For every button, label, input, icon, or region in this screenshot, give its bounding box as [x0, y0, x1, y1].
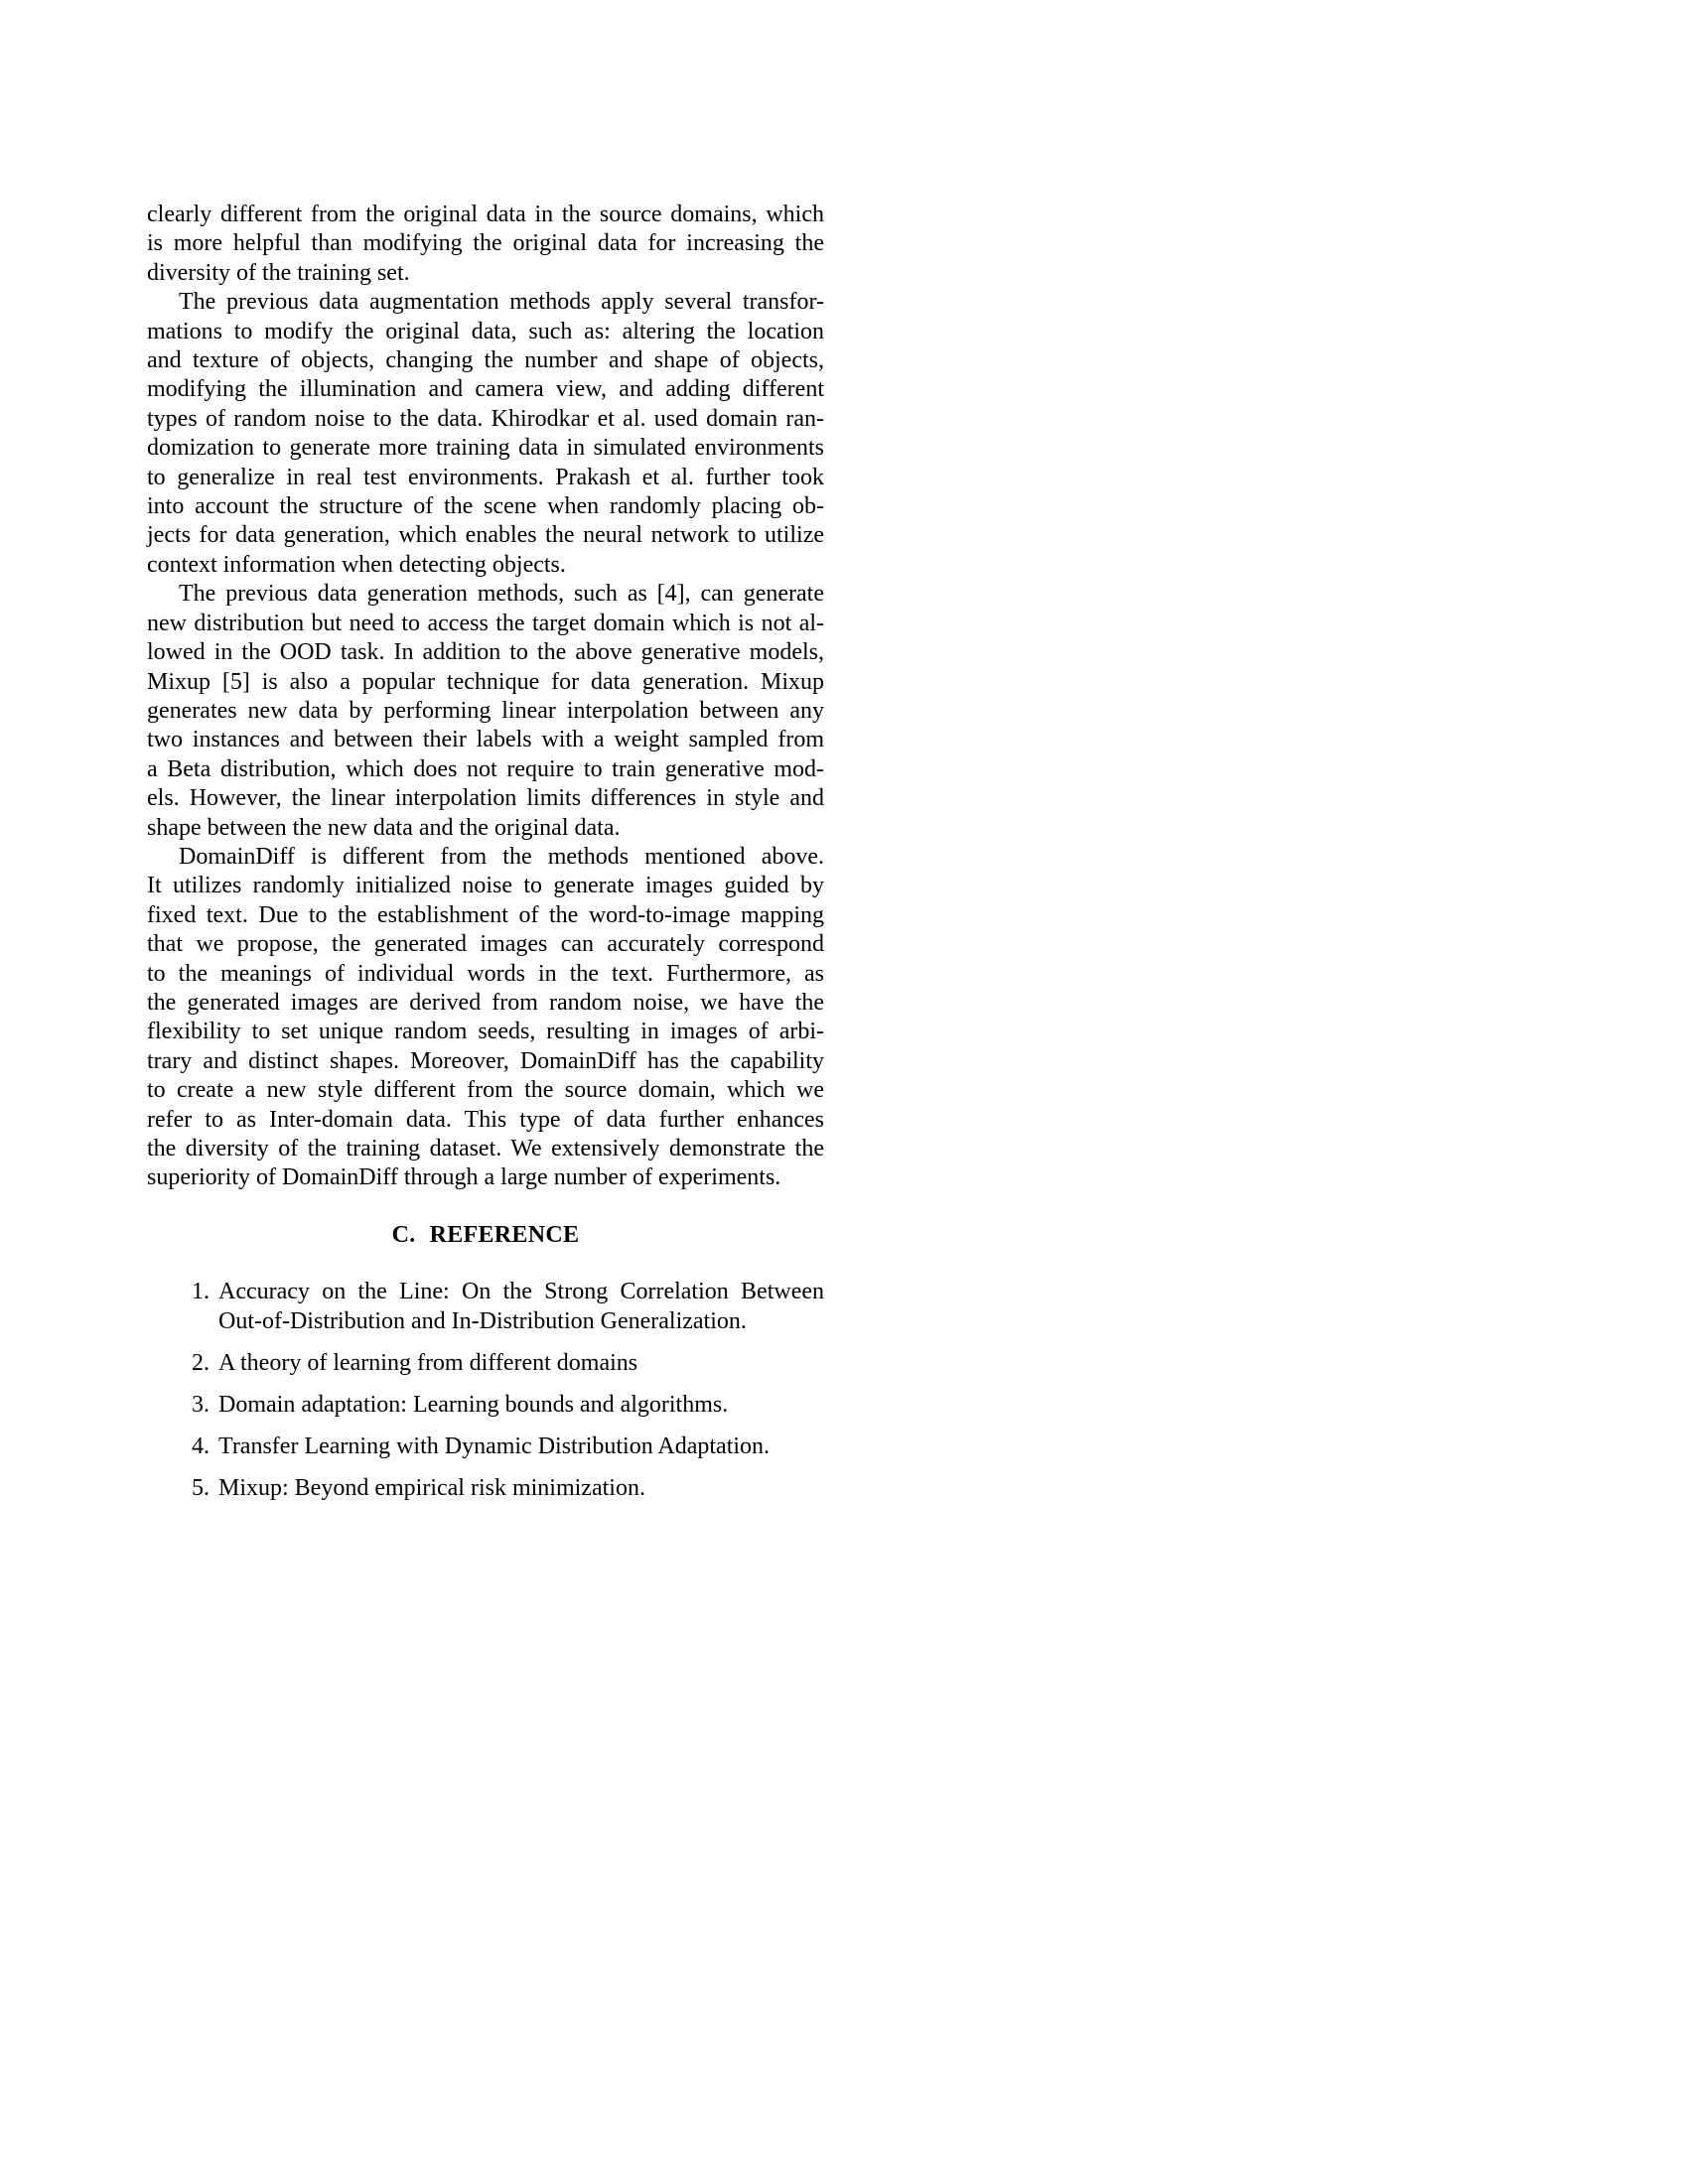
text-line: els. However, the linear interpolation limits differences in style and: [147, 785, 824, 812]
paragraph: [147, 288, 824, 580]
text-line: modifying the illumination and camera view, and adding different: [147, 376, 824, 403]
reference-text: [218, 1390, 824, 1420]
reference-line: Mixup: Beyond empirical risk minimization.: [218, 1475, 645, 1502]
reference-line: Accuracy on the Line: On the Strong Correlation Between: [218, 1279, 824, 1305]
text-line: clearly different from the original data in the source domains, which: [147, 202, 824, 227]
reference-text: [218, 1432, 824, 1461]
reference-number: 1.: [192, 1279, 210, 1305]
text-line: generates new data by performing linear interpolation between any: [147, 697, 824, 724]
text-line: to generalize in real test environments. Prakash et al. further took: [147, 464, 824, 490]
reference-text: [218, 1473, 824, 1503]
reference-number: 2.: [192, 1350, 210, 1377]
text-line: types of random noise to the data. Khirodkar et al. used domain ran-: [147, 405, 824, 432]
text-line: to create a new style different from the source domain, which we: [147, 1077, 824, 1104]
text-line: fixed text. Due to the establishment of the word-to-image mapping: [147, 901, 824, 928]
text-line: superiority of DomainDiff through a large number of experiments.: [147, 1164, 781, 1191]
text-line: refer to as Inter-domain data. This type of data further enhances: [147, 1106, 824, 1133]
reference-text: [218, 1277, 824, 1336]
text-line: the generated images are derived from random noise, we have the: [147, 989, 824, 1016]
reference-item: [192, 1473, 824, 1503]
section-heading-title: REFERENCE: [429, 1221, 580, 1248]
reference-line: Transfer Learning with Dynamic Distribution Adaptation.: [218, 1433, 771, 1460]
text-line: diversity of the training set.: [147, 259, 410, 286]
reference-number: 5.: [192, 1475, 210, 1502]
text-line: The previous data augmentation methods apply several transfor-: [179, 289, 824, 316]
text-line: a Beta distribution, which does not require to train generative mod-: [147, 755, 824, 782]
text-line: context information when detecting objects.: [147, 551, 566, 578]
paragraph: [147, 201, 824, 288]
reference-item: [192, 1390, 824, 1420]
reference-item: [192, 1432, 824, 1461]
text-line: that we propose, the generated images can accurately correspond: [147, 931, 824, 958]
text-line: the diversity of the training dataset. We extensively demonstrate the: [147, 1136, 824, 1161]
text-line: shape between the new data and the original data.: [147, 814, 621, 841]
text-line: is more helpful than modifying the original data for increasing the: [147, 230, 824, 257]
reference-item: [192, 1348, 824, 1378]
body-paragraphs: [147, 201, 824, 1193]
reference-line: Domain adaptation: Learning bounds and algorithms.: [218, 1392, 729, 1419]
text-line: Mixup [5] is also a popular technique for data generation. Mixup: [147, 668, 824, 695]
text-line: two instances and between their labels with a weight sampled from: [147, 727, 824, 753]
reference-number: 4.: [192, 1433, 210, 1460]
text-line: lowed in the OOD task. In addition to the above generative models,: [147, 639, 824, 666]
text-line: trary and distinct shapes. Moreover, DomainDiff has the capability: [147, 1047, 824, 1074]
reference-text: [218, 1348, 824, 1378]
text-column: [147, 201, 824, 1515]
text-line: into account the structure of the scene when randomly placing ob-: [147, 493, 824, 520]
text-line: new distribution but need to access the target domain which is not al-: [147, 610, 824, 636]
section-heading-label: C.: [391, 1221, 416, 1248]
text-line: domization to generate more training data in simulated environments: [147, 435, 824, 462]
reference-list: [147, 1277, 824, 1503]
text-line: jects for data generation, which enables the neural network to utilize: [147, 522, 824, 549]
paragraph: [147, 843, 824, 1193]
text-line: and texture of objects, changing the number and shape of objects,: [147, 347, 824, 374]
reference-line: A theory of learning from different domains: [218, 1350, 638, 1377]
text-line: The previous data generation methods, such as [4], can generate: [179, 581, 824, 608]
reference-line: Out-of-Distribution and In-Distribution Generalization.: [218, 1308, 747, 1335]
text-line: mations to modify the original data, such as: altering the location: [147, 318, 824, 344]
text-line: to the meanings of individual words in the text. Furthermore, as: [147, 960, 824, 987]
reference-number: 3.: [192, 1392, 210, 1419]
text-line: flexibility to set unique random seeds, resulting in images of arbi-: [147, 1019, 824, 1045]
paragraph: [147, 580, 824, 843]
section-heading: [147, 1221, 824, 1250]
text-line: DomainDiff is different from the methods mentioned above.: [179, 843, 824, 870]
reference-item: [192, 1277, 824, 1336]
text-line: It utilizes randomly initialized noise to generate images guided by: [147, 873, 824, 899]
